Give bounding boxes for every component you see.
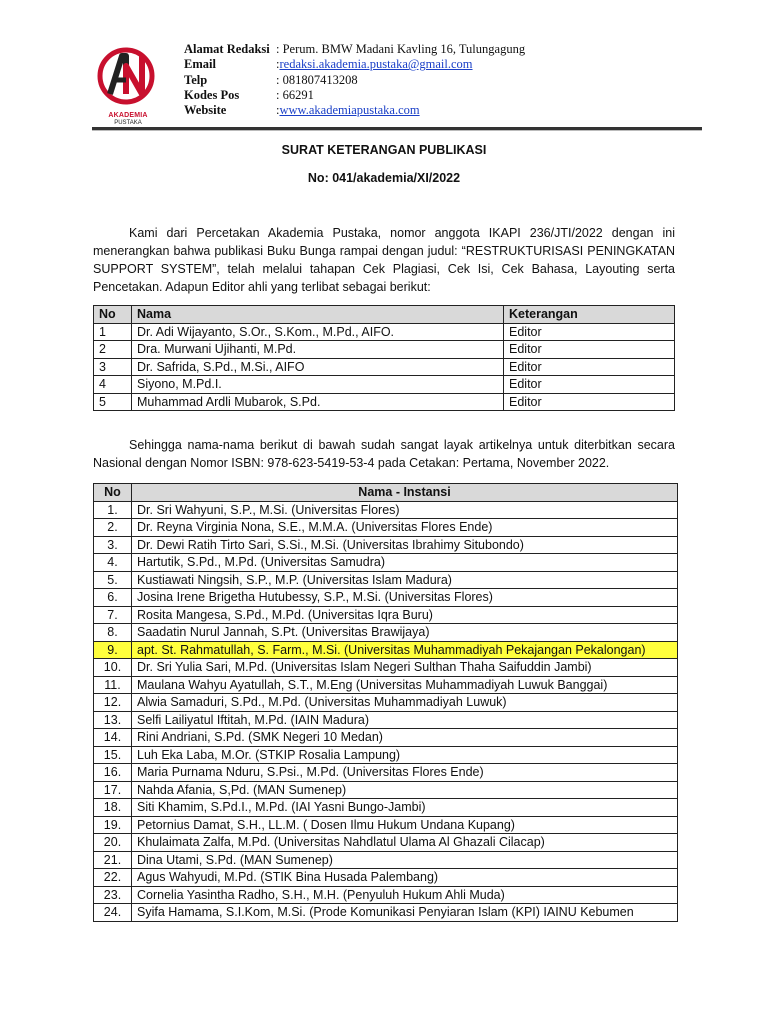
akademia-pustaka-logo — [96, 42, 156, 128]
table-row: 13. Selfi Lailiyatul Iftitah, M.Pd. (IAIN Madura) — [94, 711, 678, 729]
letterhead — [96, 38, 706, 128]
table-row: 24. Syifa Hamama, S.I.Kom, M.Si. (Prode Komunikasi Penyiaran Islam (KPI) IAINU Kebumen — [94, 904, 678, 922]
editors-header-row: No Nama Keterangan — [94, 306, 675, 324]
contact-block — [184, 42, 525, 118]
editors-table — [93, 305, 675, 411]
website-link[interactable]: www.akademiapustaka.com — [279, 103, 420, 118]
document-title: SURAT KETERANGAN PUBLIKASI — [281, 143, 487, 157]
table-row: 17. Nahda Afania, S,Pd. (MAN Sumenep) — [94, 781, 678, 799]
an-monogram-icon — [96, 42, 156, 112]
table-row: 2. Dr. Reyna Virginia Nona, S.E., M.M.A. (Universitas Flores Ende) — [94, 519, 678, 537]
table-row: 23. Cornelia Yasintha Radho, S.H., M.H. (Penyuluh Hukum Ahli Muda) — [94, 886, 678, 904]
table-row: 3. Dr. Dewi Ratih Tirto Sari, S.Si., M.Si. (Universitas Ibrahimy Situbondo) — [94, 536, 678, 554]
table-row: 2 Dra. Murwani Ujihanti, M.Pd. Editor — [94, 341, 675, 359]
table-row: 18. Siti Khamim, S.Pd.I., M.Pd. (IAI Yasni Bungo-Jambi) — [94, 799, 678, 817]
table-row: 11. Maulana Wahyu Ayatullah, S.T., M.Eng (Universitas Muhammadiyah Luwuk Banggai) — [94, 676, 678, 694]
table-row: 20. Khulaimata Zalfa, M.Pd. (Universitas Nahdlatul Ulama Al Ghazali Cilacap) — [94, 834, 678, 852]
intro-paragraph: Kami dari Percetakan Akademia Pustaka, nomor anggota IKAPI 236/JTI/2022 dengan ini menerangkan bahwa publikasi Buku Bunga rampai dengan judul: “RESTRUKTURISASI PENINGKATAN SUPPORT SYSTEM”, telah melalui tahapan Cek Plagiasi, Cek Isi, Cek Bahasa, Layouting serta Pencetakan. Adapun Editor ahli yang terlibat sebagai berikut: — [93, 226, 675, 294]
table-row: 5. Kustiawati Ningsih, S.P., M.P. (Universitas Islam Madura) — [94, 571, 678, 589]
table-row-highlighted: 9. apt. St. Rahmatullah, S. Farm., M.Si. (Universitas Muhammadiyah Pekajangan Pekalongan) — [94, 641, 678, 659]
table-row: 1 Dr. Adi Wijayanto, S.Or., S.Kom., M.Pd., AIFO. Editor — [94, 323, 675, 341]
contact-email: Email : redaksi.akademia.pustaka@gmail.com — [184, 57, 473, 72]
document-number: No: 041/akademia/XI/2022 — [307, 171, 461, 185]
isbn-paragraph: Sehingga nama-nama berikut di bawah sudah sangat layak artikelnya untuk diterbitkan secara Nasional dengan Nomor ISBN: 978-623-5419-53-4 pada Cetakan: Pertama, November 2022. — [93, 438, 675, 470]
email-link[interactable]: redaksi.akademia.pustaka@gmail.com — [279, 57, 473, 72]
table-row: 4 Siyono, M.Pd.I. Editor — [94, 376, 675, 394]
table-row: 1. Dr. Sri Wahyuni, S.P., M.Si. (Universitas Flores) — [94, 501, 678, 519]
table-row: 12. Alwia Samaduri, S.Pd., M.Pd. (Universitas Muhammadiyah Luwuk) — [94, 694, 678, 712]
table-row: 21. Dina Utami, S.Pd. (MAN Sumenep) — [94, 851, 678, 869]
contact-postal-code: Kodes Pos : 66291 — [184, 87, 314, 102]
authors-table-body — [94, 501, 678, 921]
table-row: 15. Luh Eka Laba, M.Or. (STKIP Rosalia Lampung) — [94, 746, 678, 764]
contact-website: Website : www.akademiapustaka.com — [184, 103, 420, 118]
table-row: 10. Dr. Sri Yulia Sari, M.Pd. (Universitas Islam Negeri Sulthan Thaha Saifuddin Jambi) — [94, 659, 678, 677]
table-row: 7. Rosita Mangesa, S.Pd., M.Pd. (Universitas Iqra Buru) — [94, 606, 678, 624]
header-divider — [92, 127, 702, 130]
table-row: 5 Muhammad Ardli Mubarok, S.Pd. Editor — [94, 393, 675, 411]
logo-text-akademia: AKADEMIA — [108, 112, 148, 119]
authors-table — [93, 483, 678, 922]
table-row: 16. Maria Purnama Nduru, S.Psi., M.Pd. (Universitas Flores Ende) — [94, 764, 678, 782]
table-row: 4. Hartutik, S.Pd., M.Pd. (Universitas Samudra) — [94, 554, 678, 572]
table-row: 6. Josina Irene Brigetha Hutubessy, S.P., M.Si. (Universitas Flores) — [94, 589, 678, 607]
authors-header-row: No Nama - Instansi — [94, 484, 678, 502]
table-row: 22. Agus Wahyudi, M.Pd. (STIK Bina Husada Palembang) — [94, 869, 678, 887]
table-row: 8. Saadatin Nurul Jannah, S.Pt. (Universitas Brawijaya) — [94, 624, 678, 642]
table-row: 19. Petornius Damat, S.H., LL.M. ( Dosen Ilmu Hukum Undana Kupang) — [94, 816, 678, 834]
table-row: 3 Dr. Safrida, S.Pd., M.Si., AIFO Editor — [94, 358, 675, 376]
table-row: 14. Rini Andriani, S.Pd. (SMK Negeri 10 Medan) — [94, 729, 678, 747]
logo-text-pustaka: PUSTAKA — [114, 120, 142, 126]
contact-phone: Telp : 081807413208 — [184, 72, 358, 87]
contact-address: Alamat Redaksi : Perum. BMW Madani Kavling 16, Tulungagung — [184, 42, 526, 56]
